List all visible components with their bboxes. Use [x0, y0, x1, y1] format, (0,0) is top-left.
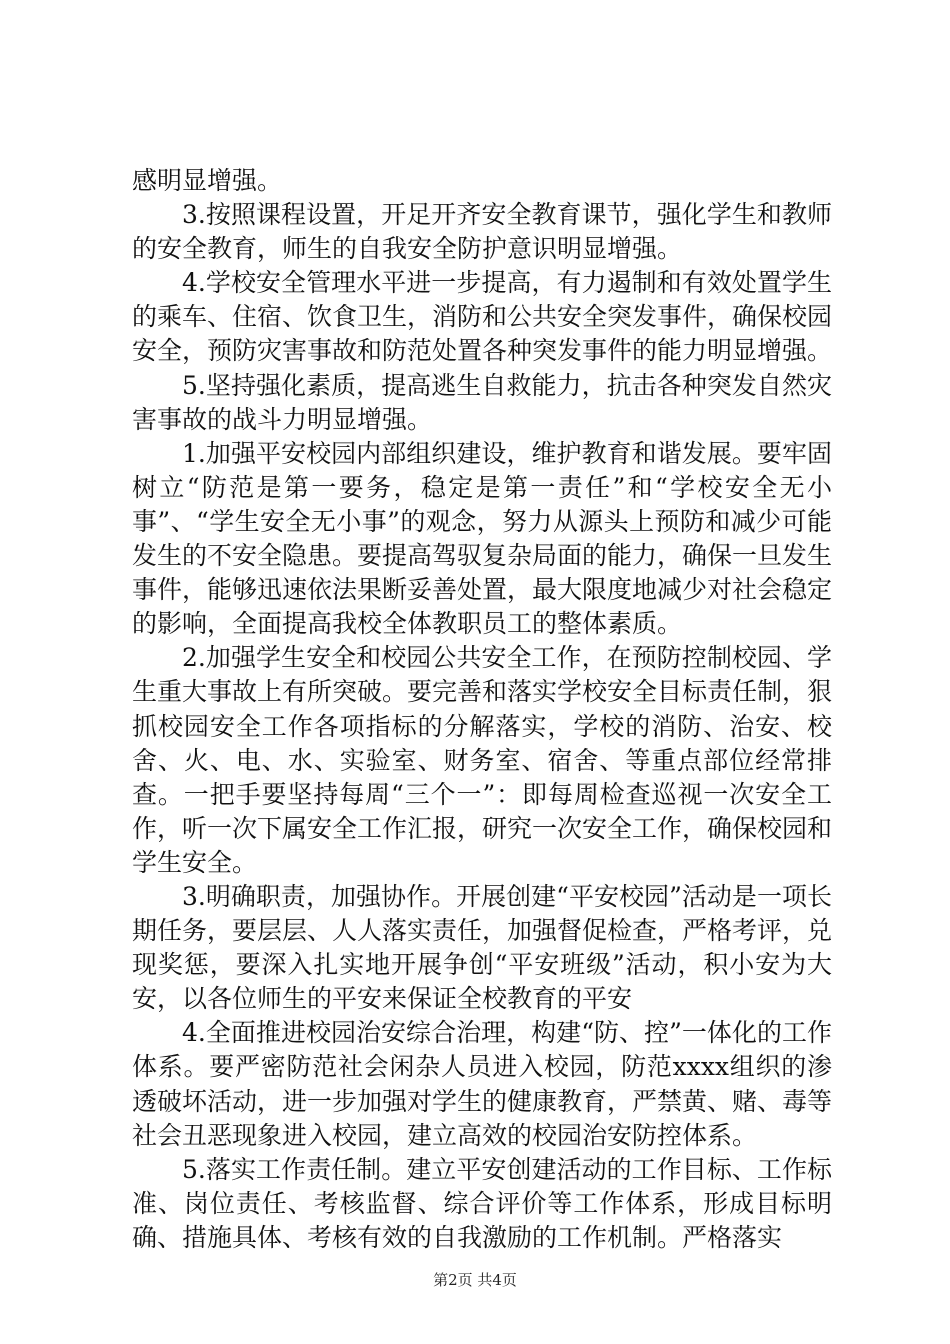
page-footer: 第2页 共4页 — [433, 1271, 517, 1289]
paragraph-continuation: 感明显增强。 — [132, 166, 283, 195]
paragraph-item-5-quality: 5.坚持强化素质，提高逃生自救能力，抗击各种突发自然灾害事故的战斗力明显增强。 — [132, 370, 832, 434]
paragraph-measure-5-accountability: 5.落实工作责任制。建立平安创建活动的工作目标、工作标准、岗位责任、考核监督、综合评价等工作体系，形成目标明确、措施具体、考核有效的自我激励的工作机制。严格落实 — [132, 1154, 832, 1252]
paragraph-item-4-management: 4.学校安全管理水平进一步提高，有力遏制和有效处置学生的乘车、住宿、饮食卫生，消防和公共安全突发事件，确保校园安全，预防灾害事故和防范处置各种突发事件的能力明显增强。 — [132, 268, 833, 366]
paragraph-measure-3-responsibility: 3.明确职责，加强协作。开展创建“平安校园”活动是一项长期任务，要层层、人人落实责任，加强督促检查，严格考评，兑现奖惩，要深入扎实地开展争创“平安班级”活动，积小安为大安，以各位师生的平安来保证全校教育的平安 — [132, 881, 833, 1014]
document-body — [132, 164, 832, 1255]
paragraph-measure-4-security: 4.全面推进校园治安综合治理，构建“防、控”一体化的工作体系。要严密防范社会闲杂人员进入校园，防范xxxx组织的渗透破坏活动，进一步加强对学生的健康教育，严禁黄、赌、毒等社会丑恶现象进入校园，建立高效的校园治安防控体系。 — [132, 1018, 833, 1150]
paragraph-measure-2-public-safety: 2.加强学生安全和校园公共安全工作，在预防控制校园、学生重大事故上有所突破。要完善和落实学校安全目标责任制，狠抓校园安全工作各项指标的分解落实，学校的消防、治安、校舍、火、电、水、实验室、财务室、宿舍、等重点部位经常排查。一把手要坚持每周“三个一”：即每周检查巡视一次安全工作，听一次下属安全工作汇报，研究一次安全工作，确保校园和学生安全。 — [132, 643, 833, 877]
paragraph-measure-1-organization: 1.加强平安校园内部组织建设，维护教育和谐发展。要牢固树立“防范是第一要务，稳定是第一责任”和“学校安全无小事”、“学生安全无小事”的观念，努力从源头上预防和减少可能发生的不安全隐患。要提高驾驭复杂局面的能力，确保一旦发生事件，能够迅速依法果断妥善处置，最大限度地减少对社会稳定的影响，全面提高我校全体教职员工的整体素质。 — [132, 438, 833, 639]
paragraph-item-3-education: 3.按照课程设置，开足开齐安全教育课节，强化学生和教师的安全教育，师生的自我安全防护意识明显增强。 — [132, 200, 832, 264]
